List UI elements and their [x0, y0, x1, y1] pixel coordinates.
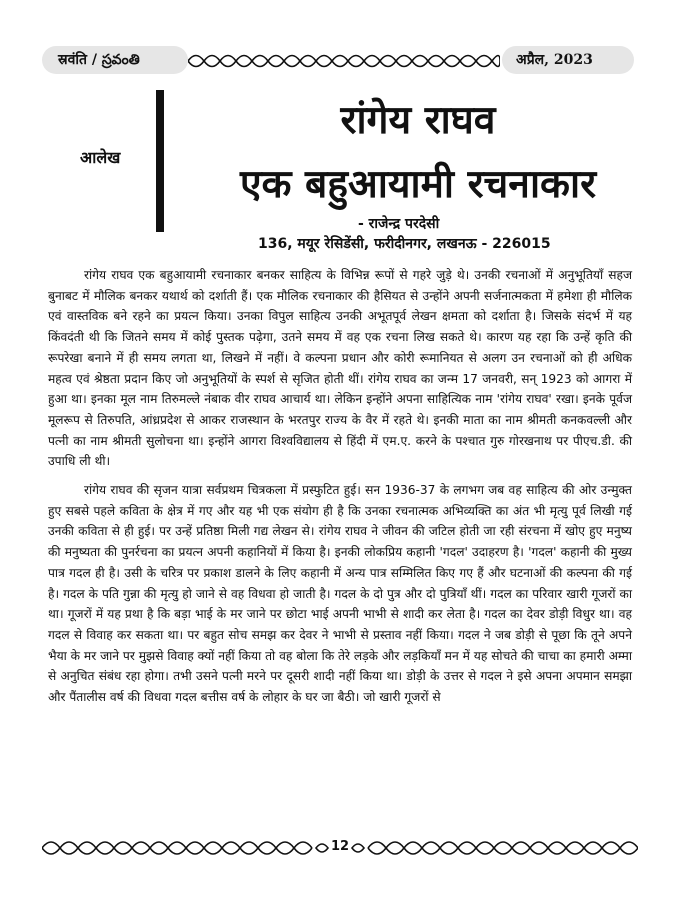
- page-number: 12: [330, 839, 350, 854]
- article-body: [48, 265, 632, 716]
- paragraph: रांगेय राघव एक बहुआयामी रचनाकार बनकर साहित्य के विभिन्न रूपों से गहरे जुड़े थे। उनकी रचनाओं में अनुभूतियाँ सहज बुनाबट में मौलिक बनकर यथार्थ को दर्शाती हैं। एक मौलिक रचनाकार की हैसियत से उन्होंने अपनी सर्जनात्मकता में हमेशा ही मौलिक एवं वास्तविक बने रहने का प्रयत्न किया। उनका विपुल साहित्य उनकी अभूतपूर्व लेखन क्षमता को दर्शाता है। जिसके संदर्भ में यह किंवदंती थी कि जितने समय में कोई पुस्तक पढ़ेगा, उतने समय में वह एक रचना लिख सकते थे। कारण यह रहा कि उन्हें कृति की रूपरेखा बनाने में ही समय लगता था, लिखने में नहीं। वे कल्पना प्रधान और कोरी रूमानियत से अलग उन रचनाओं को ही अधिक महत्व एवं श्रेष्ठता प्रदान किए जो अनुभूतियों के स्पर्श से सृजित होती थीं। रांगेय राघव का जन्म 17 जनवरी, सन् 1923 को आगरा में हुआ था। इनका मूल नाम तिरुमल्ले नंबाक वीर राघव आचार्य था। लेकिन इन्होंने अपना साहित्यिक नाम 'रांगेय राघव' रखा। इनके पूर्वज मूलरूप से तिरुपति, आंध्रप्रदेश से आकर राजस्थान के भरतपुर राज्य के वैर में रहते थे। इनकी माता का नाम श्रीमती कनकवल्ली और पत्नी का नाम श्रीमती सुलोचना था। इन्होंने आगरा विश्वविद्यालय से हिंदी में एम.ए. करने के पश्चात गुरु गोरखनाथ पर पीएच.डी. की उपाधि ली थी।: [48, 268, 632, 469]
- article-title-line-2: एक बहुआयामी रचनाकार: [239, 162, 597, 207]
- author-name: - राजेन्द्र परदेसी: [358, 216, 440, 232]
- header-ornament: [188, 48, 500, 74]
- page-footer: [0, 830, 680, 866]
- journal-name: स्रवंति / ‌స్రవంతి: [42, 46, 188, 74]
- author-address: 136, मयूर रेसिडेंसी, फरीदीनगर, लखनऊ - 226015: [258, 236, 551, 252]
- article-category: आलेख: [80, 148, 121, 167]
- article-title-line-1: रांगेय राघव: [340, 98, 496, 143]
- issue-date: अप्रैल, 2023: [502, 46, 634, 74]
- running-header: [0, 44, 680, 78]
- title-divider: [156, 90, 164, 232]
- paragraph: रांगेय राघव की सृजन यात्रा सर्वप्रथम चित्रकला में प्रस्फुटित हुई। सन 1936-37 के लगभग जब वह साहित्य की ओर उन्मुक्त हुए सबसे पहले कविता के क्षेत्र में गए और यह भी एक संयोग ही है कि उनका रचनात्मक अभिव्यक्ति का अंत भी मृत्यु पूर्व लिखी गई उनकी कविता से ही हुई। पर उन्हें प्रतिष्ठा मिली गद्य लेखन से। रांगेय राघव ने जीवन की जटिल होती जा रही संरचना में खोए हुए मनुष्य की मनुष्यता की पुनर्रचना का प्रयत्न अपनी कहानियों में किया है। इनकी लोकप्रिय कहानी 'गदल' उदाहरण है। 'गदल' कहानी की मुख्य पात्र गदल ही है। उसी के चरित्र पर प्रकाश डालने के लिए कहानी में अन्य पात्र सम्मिलित किए गए हैं और घटनाओं की कल्पना की गई है। गदल के पति गुन्ना की मृत्यु हो जाने से वह विधवा हो जाती है। गदल के दो पुत्र और दो पुत्रियाँ थीं। गदल का परिवार खारी गूजरों का था। गूजरों में यह प्रथा है कि बड़ा भाई के मर जाने पर छोटा भाई अपनी भाभी से शादी कर लेता है। गदल का देवर डोड़ी विधुर था। वह गदल से विवाह कर सकता था। पर बहुत सोच समझ कर देवर ने भाभी से प्रस्ताव नहीं किया। गदल ने जब डोड़ी से पूछा कि तूने अपने भैया के मर जाने पर मुझसे विवाह क्यों नहीं किया तो वह बोला कि तेरे लड़के और लड़कियाँ मन में यह सोचते की चाचा का हमारी अम्मा से अनुचित संबंध रहा होगा। तभी उसने पत्नी मरने पर दूसरी शादी नहीं किया था। डोड़ी के उत्तर से गदल ने इसे अपना अपमान समझा और पैंतालीस वर्ष की विधवा गदल बत्तीस वर्ष के लोहार के घर जा बैठी। जो खारी गूजरों से: [48, 483, 632, 705]
